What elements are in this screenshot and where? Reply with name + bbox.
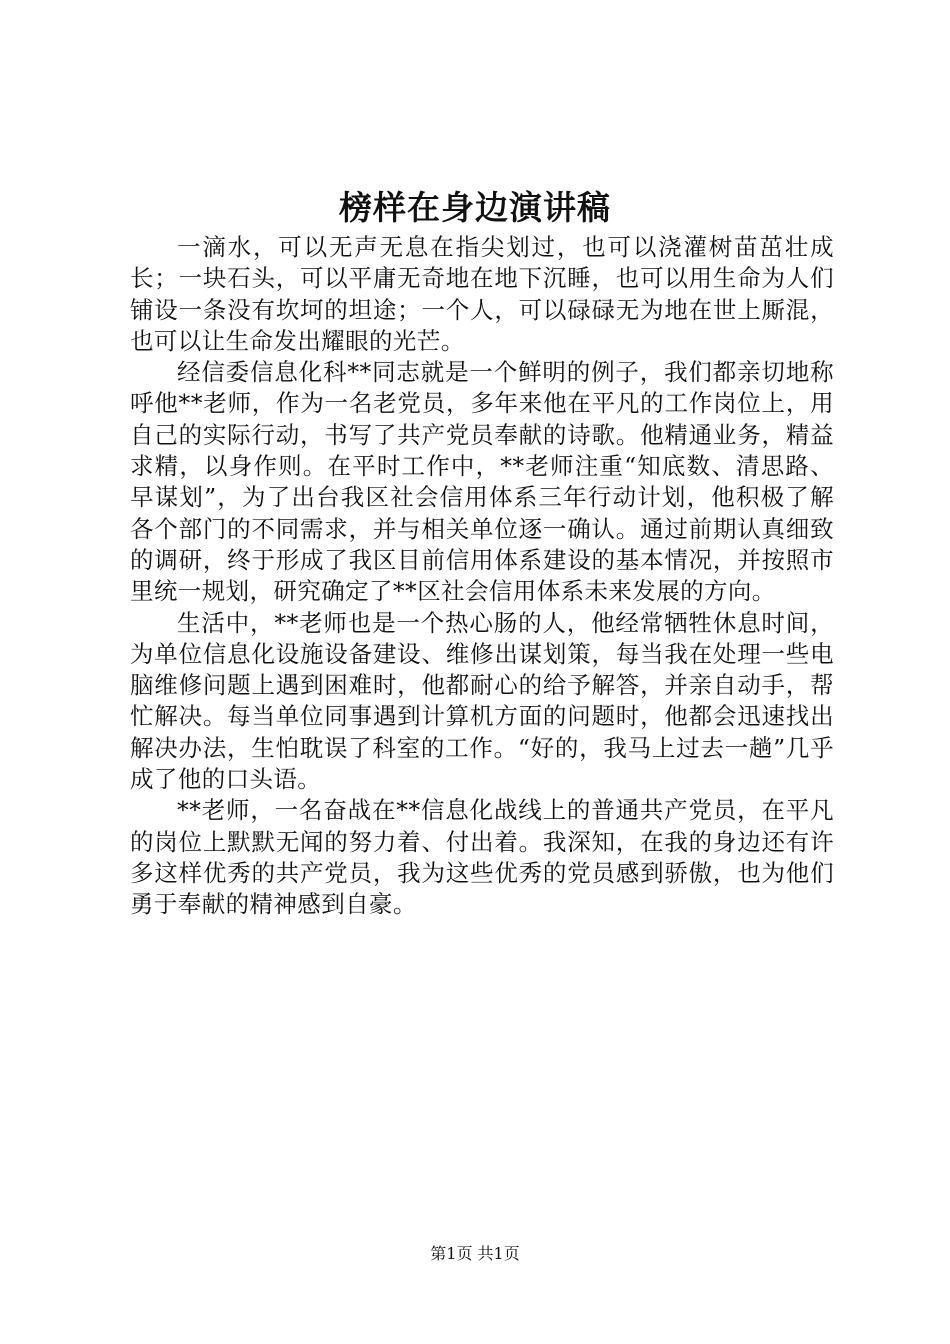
document-body xyxy=(130,232,834,921)
page-footer: 第1页 共1页 xyxy=(430,1244,520,1263)
document-title: 榜样在身边演讲稿 xyxy=(339,188,611,227)
paragraph-3: 生活中，**老师也是一个热心肠的人，他经常牺牲休息时间，为单位信息化设施设备建设、维修出谋划策，每当我在处理一些电脑维修问题上遇到困难时，他都耐心的给予解答，并亲自动手，帮忙解决。每当单位同事遇到计算机方面的问题时，他都会迅速找出解决办法，生怕耽误了科室的工作。“好的，我马上过去一趟”几乎成了他的口头语。 xyxy=(130,608,834,794)
paragraph-2: 经信委信息化科**同志就是一个鲜明的例子，我们都亲切地称呼他**老师，作为一名老党员，多年来他在平凡的工作岗位上，用自己的实际行动，书写了共产党员奉献的诗歌。他精通业务，精益求精，以身作则。在平时工作中，**老师注重“知底数、清思路、早谋划”，为了出台我区社会信用体系三年行动计划，他积极了解各个部门的不同需求，并与相关单位逐一确认。通过前期认真细致的调研，终于形成了我区目前信用体系建设的基本情况，并按照市里统一规划，研究确定了**区社会信用体系未来发展的方向。 xyxy=(130,358,834,606)
paragraph-4: **老师，一名奋战在**信息化战线上的普通共产党员，在平凡的岗位上默默无闻的努力着、付出着。我深知，在我的身边还有许多这样优秀的共产党员，我为这些优秀的党员感到骄傲，也为他们勇于奉献的精神感到自豪。 xyxy=(130,796,834,919)
paragraph-1: 一滴水，可以无声无息在指尖划过，也可以浇灌树苗茁壮成长；一块石头，可以平庸无奇地在地下沉睡，也可以用生命为人们铺设一条没有坎坷的坦途；一个人，可以碌碌无为地在世上厮混，也可以让生命发出耀眼的光芒。 xyxy=(130,233,834,355)
